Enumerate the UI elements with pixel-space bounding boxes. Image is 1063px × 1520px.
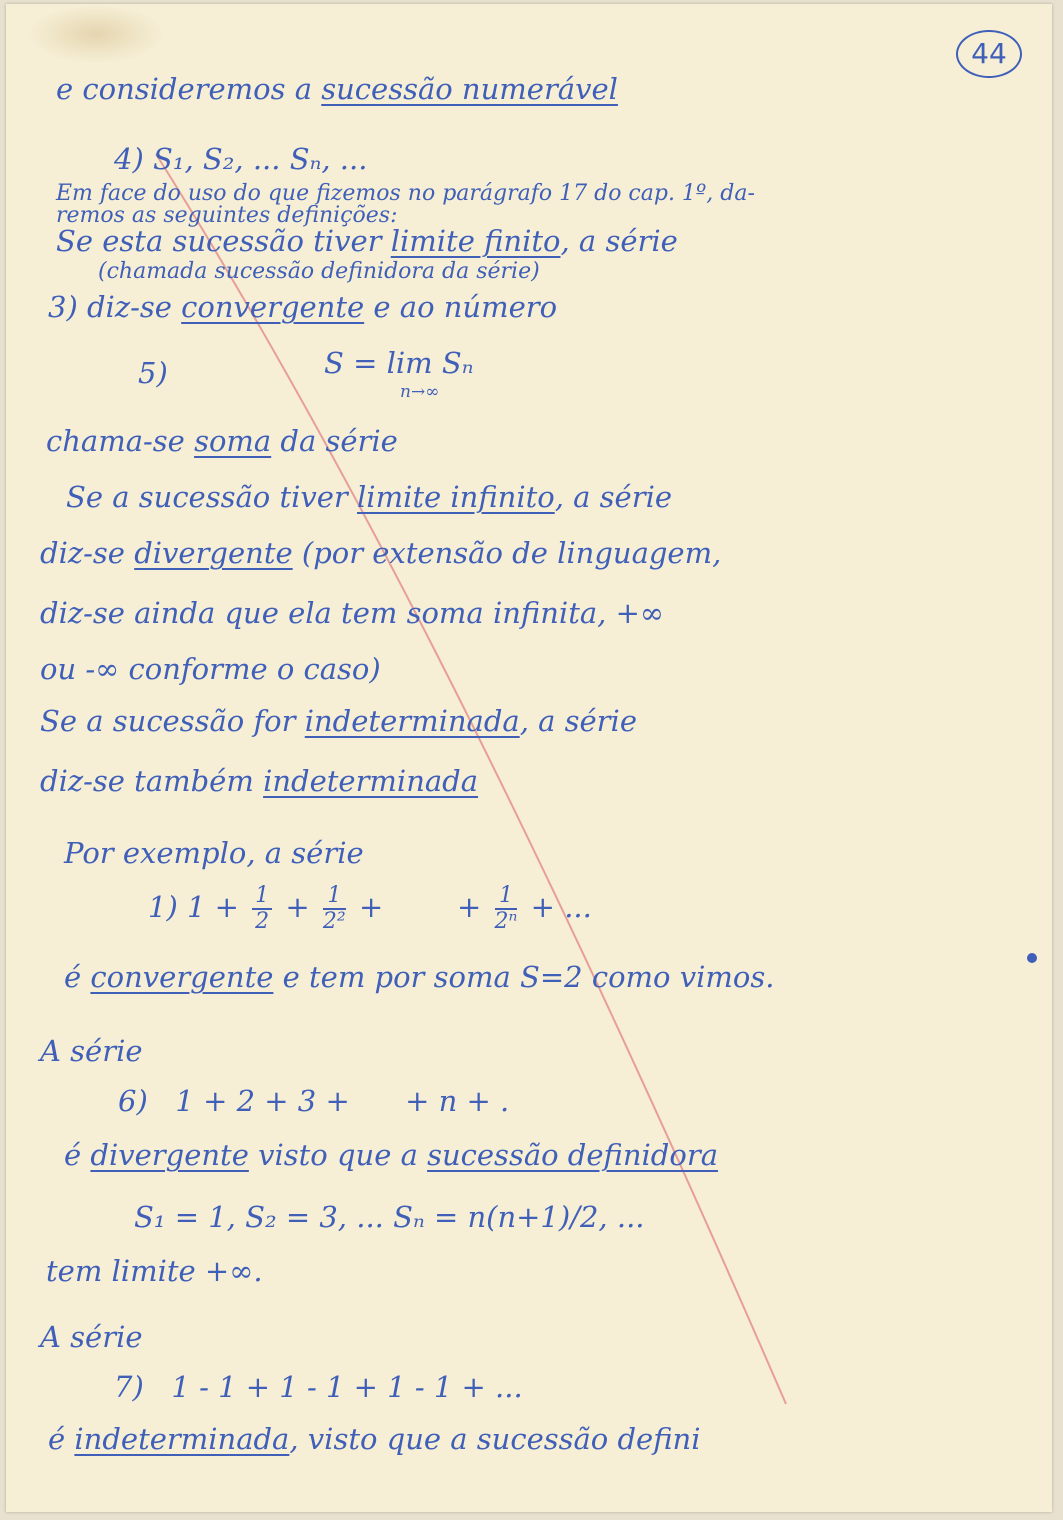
line-18 (64, 960, 774, 994)
limit-formula: S = lim Sₙ (324, 346, 474, 380)
underlined-term: divergente (134, 536, 293, 570)
underlined-term: indeterminada (263, 764, 479, 798)
line-2-sequence: 4) S₁, S₂, ... Sₙ, ... (114, 142, 368, 176)
underlined-term: sucessão numerável (321, 72, 618, 106)
fraction (323, 884, 346, 934)
text: diz-se também (40, 764, 254, 798)
line-24: A série (40, 1320, 143, 1354)
line-7 (48, 290, 557, 324)
line-21 (64, 1138, 718, 1172)
line-9 (46, 424, 398, 458)
underlined-term: soma (194, 424, 272, 458)
text: é (64, 1138, 82, 1172)
text: 3) diz-se (48, 290, 172, 324)
term: + ... (530, 890, 592, 924)
text: Se esta sucessão tiver (56, 224, 382, 258)
line-6: (chamada sucessão definidora da série) (98, 259, 540, 284)
line-17-series (148, 884, 592, 934)
equation-number: 1) (148, 890, 178, 924)
numerator: 1 (323, 884, 346, 910)
underlined-term: sucessão definidora (427, 1138, 718, 1172)
line-14 (40, 704, 637, 738)
text: visto que a (258, 1138, 418, 1172)
text: Se a sucessão tiver (66, 480, 348, 514)
line-11 (40, 536, 721, 570)
underlined-term: divergente (90, 1138, 249, 1172)
line-8-number: 5) (138, 356, 168, 390)
paper-stain (26, 4, 166, 64)
fraction (252, 884, 272, 934)
line-20-series: 6) 1 + 2 + 3 + + n + . (118, 1084, 510, 1118)
line-26 (48, 1422, 701, 1456)
underlined-term: limite infinito (357, 480, 555, 514)
text: é (48, 1422, 66, 1456)
page-number: 44 (956, 30, 1022, 78)
text: , a série (519, 704, 637, 738)
line-23: tem limite +∞. (46, 1254, 263, 1288)
text: e ao número (373, 290, 558, 324)
fraction (495, 884, 518, 934)
line-19: A série (40, 1034, 143, 1068)
line-3: Em face do uso do que fizemos no parágrafo 17 do cap. 1º, da- (56, 181, 755, 206)
denominator: 2 (255, 909, 270, 934)
underlined-term: limite finito (390, 224, 561, 258)
line-8-subscript: n→∞ (400, 382, 440, 402)
term: + (285, 890, 310, 924)
denominator: 2² (322, 909, 346, 934)
underlined-term: indeterminada (74, 1422, 290, 1456)
text: Se a sucessão for (40, 704, 296, 738)
underlined-term: indeterminada (304, 704, 520, 738)
text: e tem por soma S=2 como vimos. (282, 960, 775, 994)
ink-dot (1027, 953, 1037, 963)
text: chama-se (46, 424, 185, 458)
term: 1 + (186, 890, 239, 924)
line-22-partial-sums: S₁ = 1, S₂ = 3, ... Sₙ = n(n+1)/2, ... (134, 1200, 645, 1234)
text: (por extensão de linguagem, (301, 536, 722, 570)
line-16: Por exemplo, a série (64, 836, 364, 870)
handwritten-page (6, 4, 1052, 1512)
line-4: remos as seguintes definições: (56, 203, 398, 228)
text: e consideremos a (56, 72, 313, 106)
term: + + (358, 890, 482, 924)
line-12: diz-se ainda que ela tem soma infinita, +∞ (40, 596, 665, 630)
denominator: 2ⁿ (494, 909, 518, 934)
line-1 (56, 72, 618, 106)
text: da série (280, 424, 398, 458)
line-8-formula (324, 346, 474, 380)
underlined-term: convergente (181, 290, 365, 324)
underlined-term: convergente (90, 960, 274, 994)
text: , a série (554, 480, 673, 514)
text: diz-se (40, 536, 125, 570)
line-15 (40, 764, 478, 798)
text: é (64, 960, 82, 994)
line-5 (56, 224, 678, 258)
text: , a série (560, 224, 678, 258)
text: , visto que a sucessão defini (289, 1422, 701, 1456)
numerator: 1 (252, 884, 272, 910)
numerator: 1 (495, 884, 518, 910)
line-13: ou -∞ conforme o caso) (40, 652, 381, 686)
line-25-series: 7) 1 - 1 + 1 - 1 + 1 - 1 + ... (114, 1370, 523, 1404)
line-10 (66, 480, 672, 514)
